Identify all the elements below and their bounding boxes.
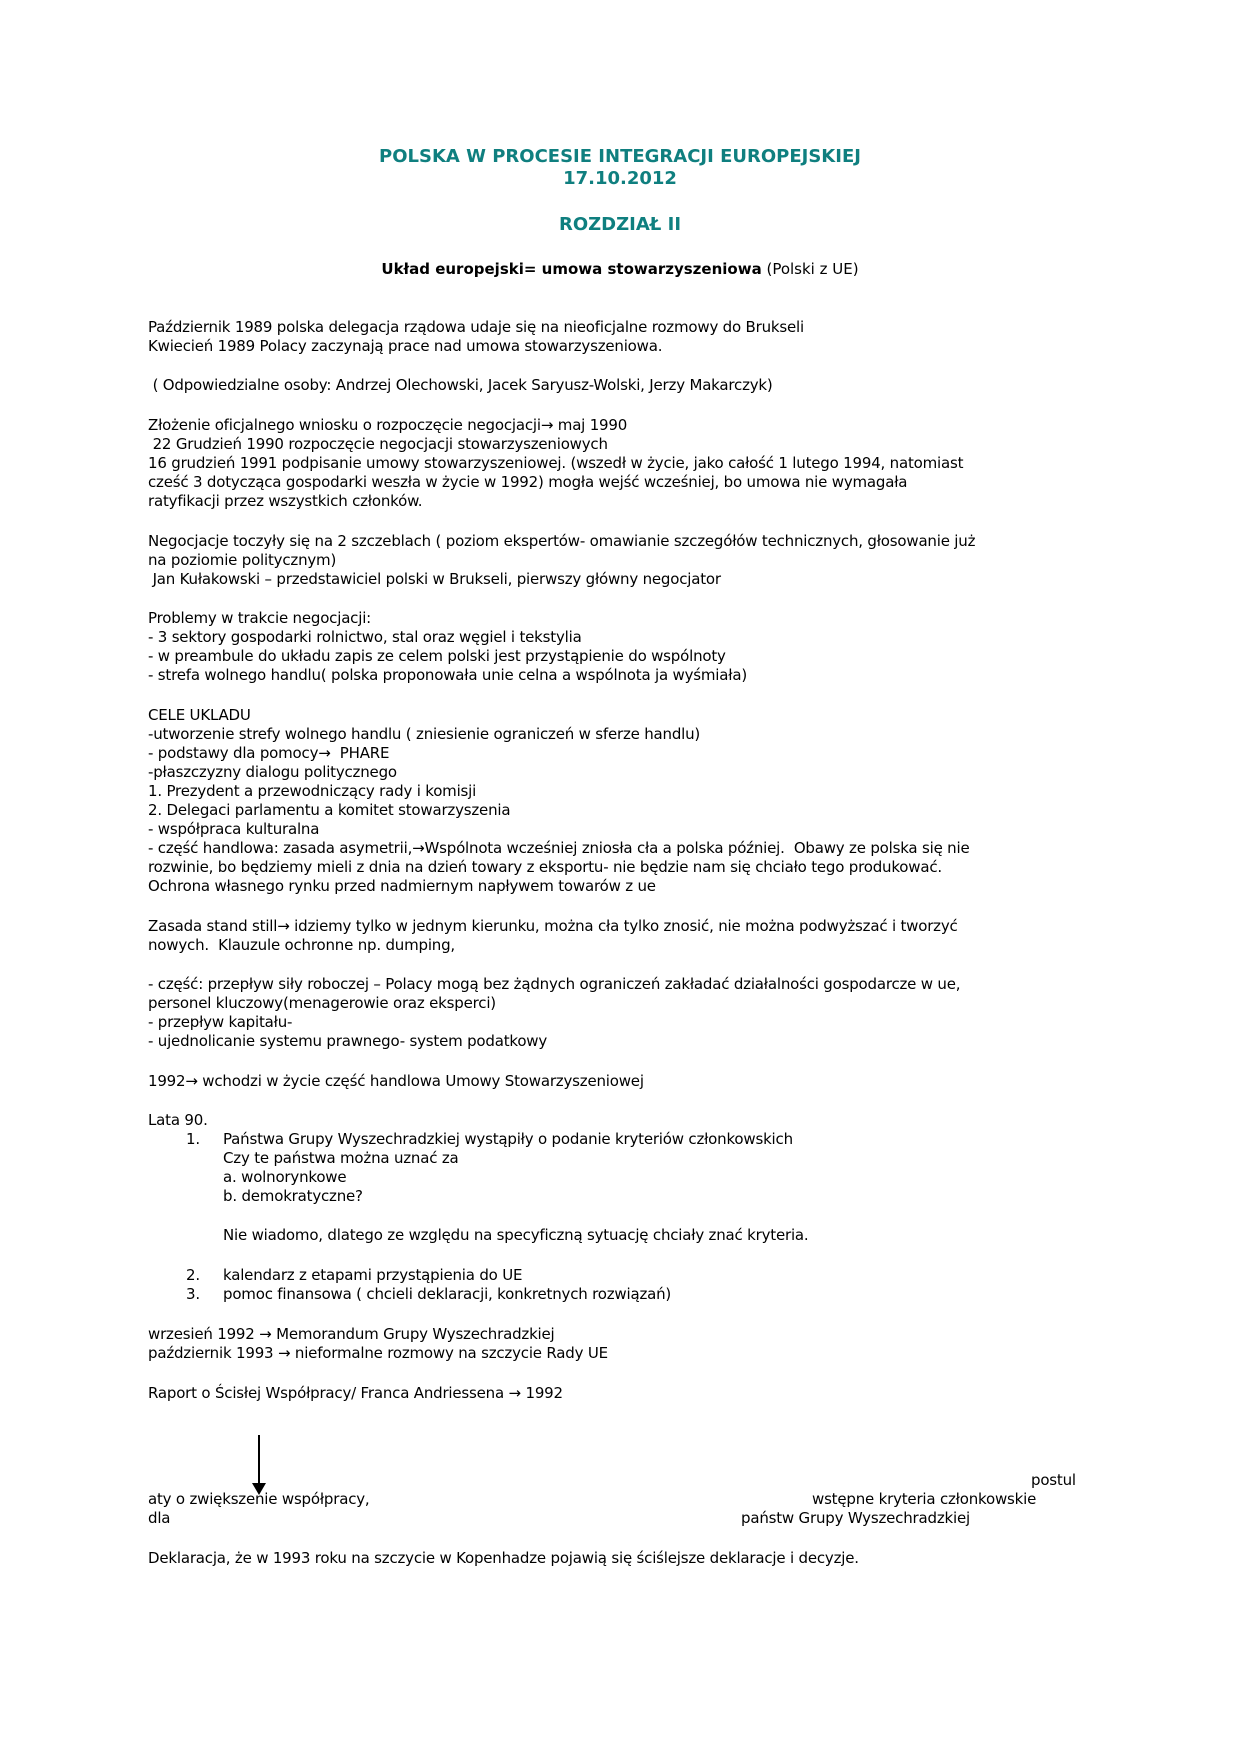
text-line: 1992→ wchodzi w życie część handlowa Umowy Stowarzyszeniowej — [148, 1072, 644, 1090]
text-line: b. demokratyczne? — [223, 1187, 363, 1205]
text-line: państw Grupy Wyszechradzkiej — [741, 1509, 970, 1527]
text-line: Raport o Ścisłej Współpracy/ Franca Andriessena → 1992 — [148, 1384, 563, 1402]
text-line: dla — [148, 1509, 171, 1527]
text-line: Nie wiadomo, dlatego ze względu na specyficzną sytuację chciały znać kryteria. — [223, 1226, 809, 1244]
text-line: Ochrona własnego rynku przed nadmiernym napływem towarów z ue — [148, 877, 656, 895]
text-line: a. wolnorynkowe — [223, 1168, 347, 1186]
text-line: personel kluczowy(menagerowie oraz eksperci) — [148, 994, 496, 1012]
text-line: Jan Kułakowski – przedstawiciel polski w Brukseli, pierwszy główny negocjator — [148, 570, 721, 588]
text-line: - współpraca kulturalna — [148, 820, 320, 838]
text-line: aty o zwiększenie współpracy, — [148, 1490, 370, 1508]
chapter-heading: ROZDZIAŁ II — [558, 214, 682, 235]
list-number: 3. — [186, 1285, 200, 1303]
text-line: Czy te państwa można uznać za — [223, 1149, 459, 1167]
text-line: Lata 90. — [148, 1111, 208, 1129]
document-date: 17.10.2012 — [563, 168, 677, 189]
text-line: rozwinie, bo będziemy mieli z dnia na dzień towary z eksportu- nie będzie nam się chciało tego produkować. — [148, 858, 942, 876]
list-item: kalendarz z etapami przystąpienia do UE — [223, 1266, 523, 1284]
text-line: - w preambule do układu zapis ze celem polski jest przystąpienie do wspólnoty — [148, 647, 726, 665]
list-number: 2. — [186, 1266, 200, 1284]
text-line: ratyfikacji przez wszystkich członków. — [148, 492, 423, 510]
subtitle-bold: Układ europejski= umowa stowarzyszeniowa — [381, 260, 762, 278]
text-line: 16 grudzień 1991 podpisanie umowy stowarzyszeniowej. (wszedł w życie, jako całość 1 lutego 1994, natomiast — [148, 454, 964, 472]
text-line: - podstawy dla pomocy→ PHARE — [148, 744, 390, 762]
text-line: Październik 1989 polska delegacja rządowa udaje się na nieoficjalne rozmowy do Brukseli — [148, 318, 804, 336]
text-line: CELE UKLADU — [148, 706, 251, 724]
section-subtitle — [0, 259, 1240, 279]
text-line: -utworzenie strefy wolnego handlu ( zniesienie ograniczeń w sferze handlu) — [148, 725, 701, 743]
text-line: ( Odpowiedzialne osoby: Andrzej Olechowski, Jacek Saryusz-Wolski, Jerzy Makarczyk) — [148, 376, 773, 394]
text-line: cześć 3 dotycząca gospodarki weszła w życie w 1992) mogła wejść wcześniej, bo umowa nie wymagała — [148, 473, 908, 491]
list-item: pomoc finansowa ( chcieli deklaracji, konkretnych rozwiązań) — [223, 1285, 672, 1303]
list-number: 1. — [186, 1130, 200, 1148]
text-line: październik 1993 → nieformalne rozmowy na szczycie Rady UE — [148, 1344, 608, 1362]
text-line: 1. Prezydent a przewodniczący rady i komisji — [148, 782, 477, 800]
text-line: - ujednolicanie systemu prawnego- system podatkowy — [148, 1032, 548, 1050]
text-line: -płaszczyzny dialogu politycznego — [148, 763, 397, 781]
text-line: Negocjacje toczyły się na 2 szczeblach ( poziom ekspertów- omawianie szczegółów technicznych, głosowanie już — [148, 532, 976, 550]
text-line: Zasada stand still→ idziemy tylko w jednym kierunku, można cła tylko znosić, nie można podwyższać i tworzyć — [148, 917, 958, 935]
text-line: - przepływ kapitału- — [148, 1013, 293, 1031]
text-line: Problemy w trakcie negocjacji: — [148, 609, 372, 627]
text-line: wstępne kryteria członkowskie — [812, 1490, 1037, 1508]
list-item: Państwa Grupy Wyszechradzkiej wystąpiły o podanie kryteriów członkowskich — [223, 1130, 793, 1148]
text-line: - strefa wolnego handlu( polska proponowała unie celna a wspólnota ja wyśmiała) — [148, 666, 747, 684]
text-line: postul — [1031, 1471, 1076, 1489]
text-line: - część: przepływ siły roboczej – Polacy mogą bez żądnych ograniczeń zakładać działalności gospodarcze w ue, — [148, 975, 961, 993]
text-line: - część handlowa: zasada asymetrii,→Wspólnota wcześniej zniosła cła a polska później. Obawy ze polska się nie — [148, 839, 970, 857]
arrow-down-icon — [258, 1435, 260, 1485]
text-line: Złożenie oficjalnego wniosku o rozpoczęcie negocjacji→ maj 1990 — [148, 416, 628, 434]
text-line: wrzesień 1992 → Memorandum Grupy Wyszechradzkiej — [148, 1325, 555, 1343]
text-line: 2. Delegaci parlamentu a komitet stowarzyszenia — [148, 801, 511, 819]
text-line: na poziomie politycznym) — [148, 551, 337, 569]
text-line: nowych. Klauzule ochronne np. dumping, — [148, 936, 455, 954]
subtitle-normal: (Polski z UE) — [761, 260, 859, 278]
text-line: 22 Grudzień 1990 rozpoczęcie negocjacji stowarzyszeniowych — [148, 435, 608, 453]
text-line: Kwiecień 1989 Polacy zaczynają prace nad umowa stowarzyszeniowa. — [148, 337, 663, 355]
document-title: POLSKA W PROCESIE INTEGRACJI EUROPEJSKIEJ — [379, 146, 861, 167]
text-line: Deklaracja, że w 1993 roku na szczycie w Kopenhadze pojawią się ściślejsze deklaracje i decyzje. — [148, 1549, 859, 1567]
text-line: - 3 sektory gospodarki rolnictwo, stal oraz węgiel i tekstylia — [148, 628, 582, 646]
